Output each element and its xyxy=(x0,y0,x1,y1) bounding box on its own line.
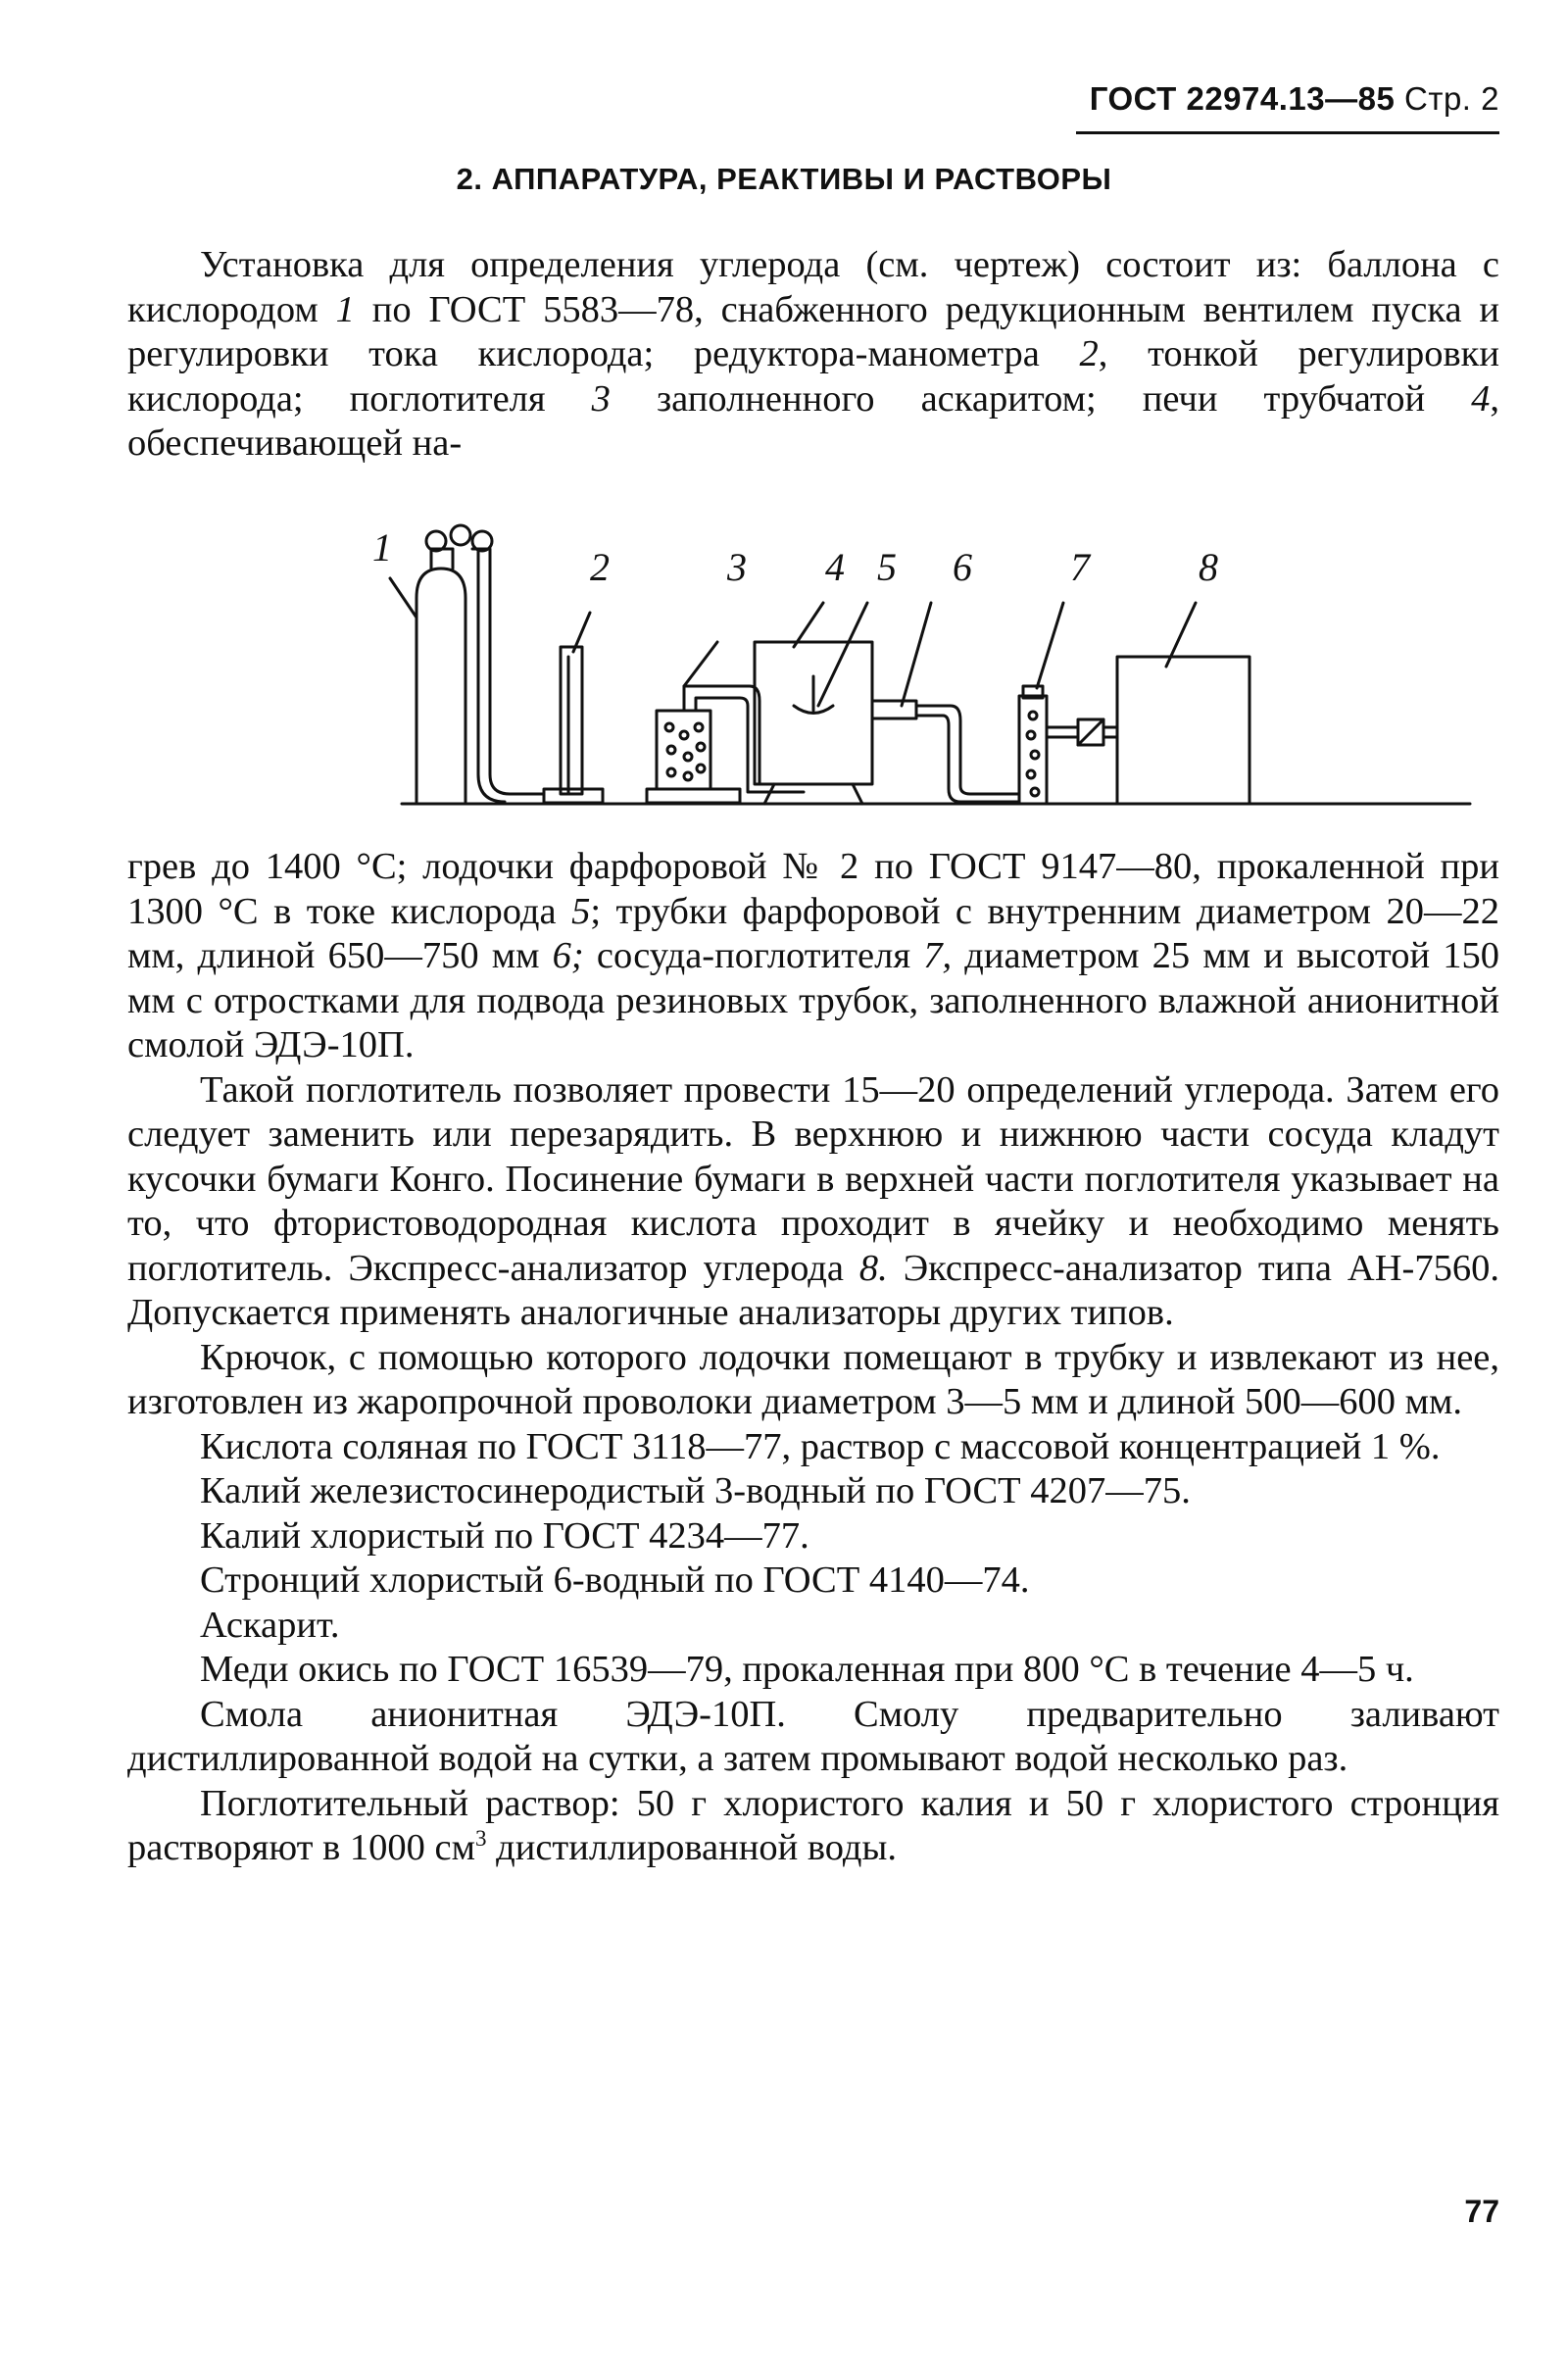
figure-label-6: 6 xyxy=(953,545,972,589)
figure-label-4: 4 xyxy=(825,545,845,589)
reagent-line: Стронций хлористый 6-водный по ГОСТ 4140—74. xyxy=(200,1559,1030,1601)
header-rule xyxy=(1076,131,1499,134)
page-header xyxy=(1090,80,1499,118)
ref-5: 5 xyxy=(571,890,591,932)
superscript-3: 3 xyxy=(474,1825,487,1852)
reagent-line: Аскарит. xyxy=(200,1604,340,1646)
figure-label-3: 3 xyxy=(727,545,747,589)
figure-label-8: 8 xyxy=(1199,545,1218,589)
page-label: Стр. 2 xyxy=(1404,80,1499,117)
ref-7: 7, xyxy=(923,935,953,976)
figure-label-2: 2 xyxy=(590,545,610,589)
page-number: 77 xyxy=(1464,2194,1499,2229)
resin-paragraph: Смола анионитная ЭДЭ-10П. Смолу предварительно заливают дистиллированной водой на сутки, а затем промывают водой несколько раз. xyxy=(127,1693,1499,1779)
copper-oxide-paragraph: Меди окись по ГОСТ 16539—79, прокаленная при 800 °С в течение 4—5 ч. xyxy=(200,1649,1414,1690)
hook-paragraph: Крючок, с помощью которого лодочки помещают в трубку и извлекают из нее, изготовлен из жаропрочной проволоки диаметром 3—5 мм и длиной 500—600 мм. xyxy=(127,1336,1499,1422)
ref-4: 4 xyxy=(1471,377,1491,420)
figure-label-5: 5 xyxy=(877,545,897,589)
figure-label-1: 1 xyxy=(372,525,392,569)
ref-2: 2 xyxy=(1079,333,1099,374)
reagent-line: Калий хлористый по ГОСТ 4234—77. xyxy=(200,1514,809,1557)
ref-3: 3 xyxy=(591,377,611,420)
ref-1: 1 xyxy=(335,288,355,330)
section-title: 2. АППАРАТУРА, РЕАКТИВЫ И РАСТВОРЫ xyxy=(456,162,1112,196)
intro-paragraph: Установка для определения углерода (см. чертеж) состоит из: баллона с кислородом 1 по ГОСТ 5583—78, снабженного редукционным вентилем пуска и регулировки тока кислорода; редуктора-манометра 2, тонкой регулировки кислорода; поглотителя 3 заполненного аскаритом; печи трубчатой 4, обеспечивающей на- xyxy=(127,244,1500,464)
reagent-line: Калий железистосинеродистый 3-водный по ГОСТ 4207—75. xyxy=(200,1470,1191,1511)
acid-paragraph: Кислота соляная по ГОСТ 3118—77, раствор с массовой концентрацией 1 %. xyxy=(200,1425,1441,1467)
absorber-paragraph: Такой поглотитель позволяет провести 15—20 определений углерода. Затем его следует заменить или перезарядить. В верхнюю и нижнюю части сосуда кладут кусочки бумаги Конго. Посинение бумаги в верхней части поглотителя указывает на то, что фтористоводородная кислота проходит в ячейку и необходимо менять поглотитель. Экспресс-анализатор углерода 8. Экспресс-анализатор типа АН-7560. Допускается применять аналогичные анализаторы других типов. xyxy=(127,1068,1499,1333)
figure-label-7: 7 xyxy=(1070,545,1090,589)
standard-number: ГОСТ 22974.13—85 xyxy=(1089,80,1396,117)
absorbing-solution-paragraph: Поглотительный раствор: 50 г хлористого калия и 50 г хлористого стронция растворяют в 1000 $см^3$ дистиллированной воды. xyxy=(127,1782,1499,1868)
intro-text xyxy=(127,243,1499,467)
continued-paragraph: грев до 1400 °С; лодочки фарфоровой № 2 по ГОСТ 9147—80, прокаленной при 1300 °С в токе кислорода 5; трубки фарфоровой с внутренним диаметром 20—22 мм, длиной 650—750 мм 6; сосуда-поглотителя 7, диаметром 25 мм и высотой 150 мм с отростками для подвода резиновых трубок, заполненного влажной анионитной смолой ЭДЭ-10П. xyxy=(127,846,1499,1065)
apparatus-diagram xyxy=(372,510,1509,823)
ref-6: 6; xyxy=(552,935,584,976)
body-text xyxy=(127,845,1499,1871)
ref-8: 8. xyxy=(858,1247,888,1289)
